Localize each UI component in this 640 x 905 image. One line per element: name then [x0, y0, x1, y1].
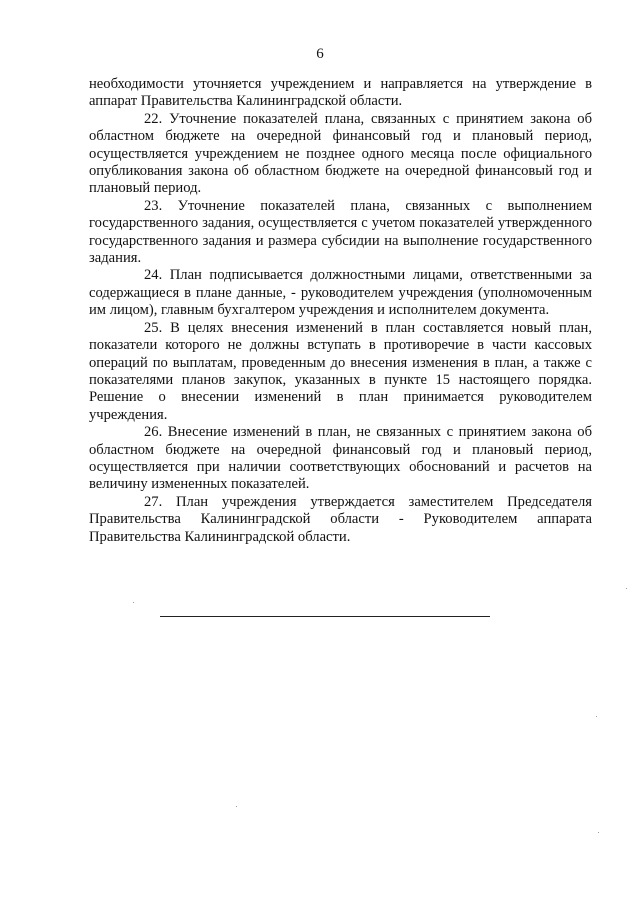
paragraph-23: 23. Уточнение показателей плана, связанных с выполнением государственного задания, осуществляется с учетом показателей утвержденного государственного задания и размера субсидии на выполнение государственного задания. [89, 197, 592, 267]
paragraph-22: 22. Уточнение показателей плана, связанных с принятием закона об областном бюджете на очередной финансовый год и плановый период, осуществляется учреждением не позднее одного месяца после официального опубликования закона об областном бюджете на очередной финансовый год и плановый период. [89, 110, 592, 197]
scan-speck [596, 716, 597, 717]
page-number: 6 [316, 46, 324, 62]
scan-speck [133, 602, 134, 603]
paragraph-continuation: необходимости уточняется учреждением и направляется на утверждение в аппарат Правительства Калининградской области. [89, 76, 592, 110]
scan-speck [236, 806, 237, 807]
closing-divider-line [160, 616, 490, 617]
paragraph-25: 25. В целях внесения изменений в план составляется новый план, показатели которого не должны вступать в противоречие в части кассовых операций по выплатам, проведенным до внесения изменения в план, а также с показателями планов закупок, указанных в пункте 15 настоящего порядка. Решение о внесении изменений в план принимается руководителем учреждения. [89, 319, 592, 423]
paragraph-27: 27. План учреждения утверждается заместителем Председателя Правительства Калининградской области - Руководителем аппарата Правительства Калининградской области. [89, 493, 592, 545]
paragraph-24: 24. План подписывается должностными лицами, ответственными за содержащиеся в плане данные, - руководителем учреждения (уполномоченным им лицом), главным бухгалтером учреждения и исполнителем документа. [89, 267, 592, 319]
scan-speck [598, 832, 599, 833]
scan-speck [626, 588, 627, 589]
paragraph-26: 26. Внесение изменений в план, не связанных с принятием закона об областном бюджете на очередной финансовый год и плановый период, осуществляется при наличии соответствующих обоснований и расчетов на величину измененных показателей. [89, 424, 592, 493]
document-body [89, 76, 592, 546]
